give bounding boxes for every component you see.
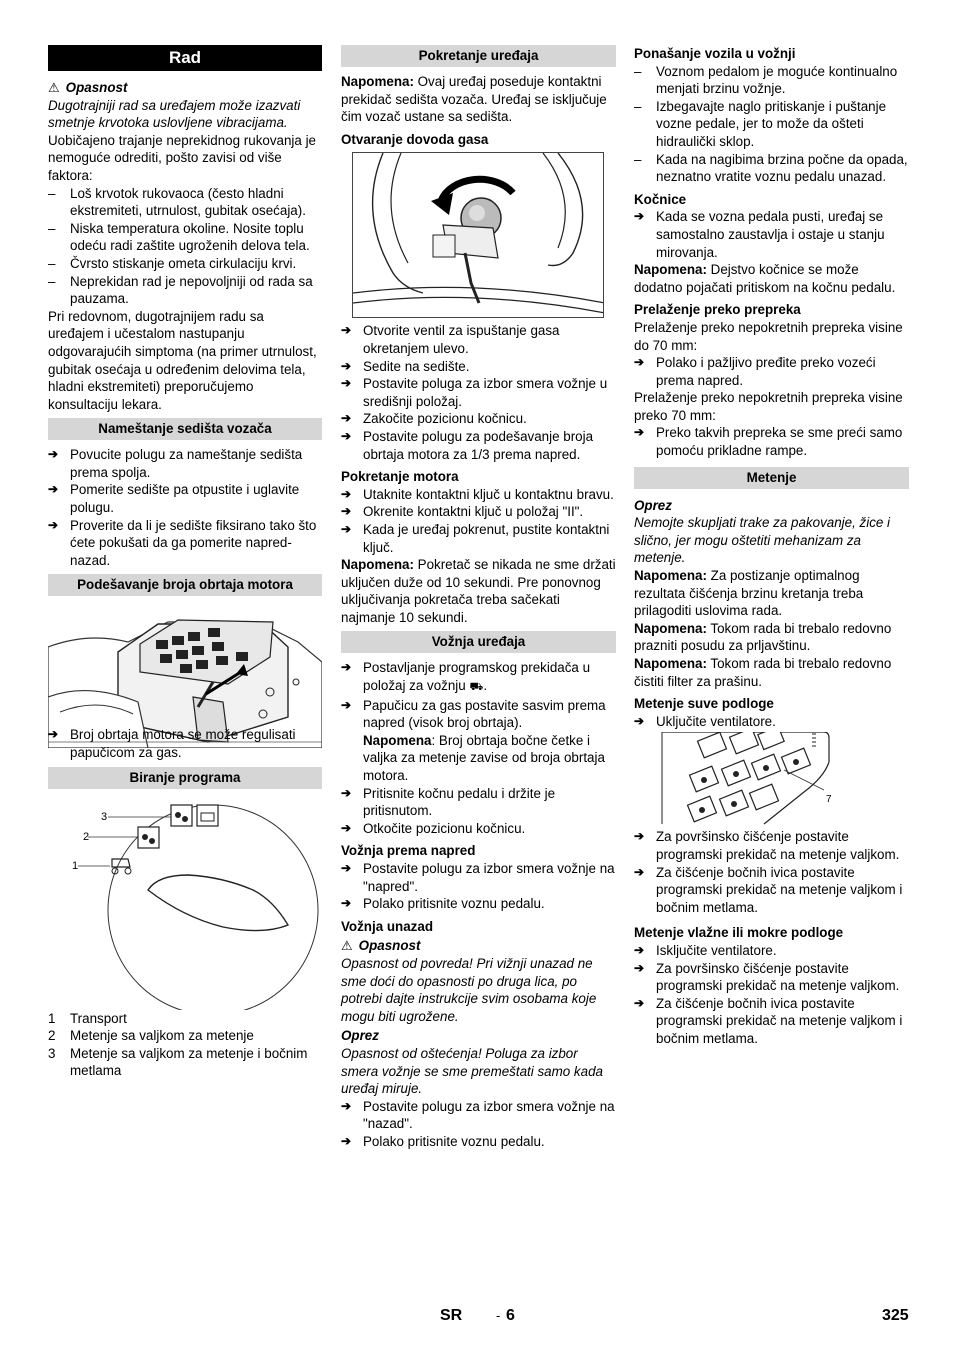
intro-text: Uobičajeno trajanje neprekidnog rukovanja je nemoguće odrediti, pošto zavisi od više faktora:: [48, 132, 316, 183]
rpm-steps: [48, 726, 322, 761]
list-item: ➔ Utaknite kontaktni ključ u kontaktnu bravu.: [341, 486, 616, 504]
column-left: [48, 45, 322, 1080]
list-item: ➔ Otkočite pozicionu kočnicu.: [341, 820, 616, 838]
callout-3: 3: [101, 810, 108, 823]
brake-note: Napomena: Dejstvo kočnice se može dodatno pojačati pritiskom na kočnu pedalu.: [634, 262, 896, 295]
reverse-steps: [341, 1098, 616, 1151]
list-item: – Kada na nagibima brzina počne da opada, neznatno vratite voznu pedalu unazad.: [634, 151, 909, 186]
list-item: ➔ Povucite polugu za nameštanje sedišta prema spolja.: [48, 446, 322, 481]
list-item: 1 Transport: [48, 1010, 127, 1026]
list-item: ➔ Postavite polugu za podešavanje broja obrtaja motora za 1/3 prema napred.: [341, 428, 616, 463]
list-item: ➔ Preko takvih prepreka se sme preći samo pomoću prikladne rampe.: [634, 424, 909, 459]
footer-local-page: 6: [506, 1307, 515, 1324]
column-middle: [341, 45, 616, 1151]
callout-2: 2: [83, 830, 90, 843]
footer-separator: -: [496, 1308, 501, 1323]
forward-heading: Vožnja prema napred: [341, 843, 476, 859]
obstacle-heading: Prelaženje preko prepreka: [634, 302, 801, 318]
sweep-roller-icon: [138, 827, 159, 848]
list-item: ➔ Za površinsko čišćenje postavite programski prekidač na metenje valjkom.: [634, 828, 909, 863]
gas-heading: Otvaranje dovoda gasa: [341, 131, 489, 147]
obstacle-text-high: Prelaženje preko nepokretnih prepreka visine preko 70 mm:: [634, 390, 903, 423]
list-item: ➔ Broj obrtaja motora se može regulisati papučicom za gas.: [48, 726, 322, 761]
list-item: ➔ Polako pritisnite voznu pedalu.: [341, 1133, 616, 1151]
start-note: Napomena: Ovaj uređaj poseduje kontaktni prekidač sedišta vozača. Uređaj se isključuje čim vozač ustane sa sedišta.: [341, 74, 607, 125]
list-item: ➔ Papučicu za gas postavite sasvim prema napred (visok broj obrtaja). Napomena: Broj obrtaja bočne četke i valjka za metenje zavise od broja obrtaja motora.: [341, 697, 616, 785]
behaviour-heading: Ponašanje vozila u vožnji: [634, 46, 796, 61]
list-item: – Neprekidan rad je nepovoljniji od rada sa pauzama.: [48, 273, 322, 308]
start-heading: Pokretanje uređaja: [341, 45, 616, 67]
list-item: – Niska temperatura okoline. Nosite toplu odeću radi zaštite ugroženih delova tela.: [48, 220, 322, 255]
drive-steps: [341, 659, 616, 837]
list-item: – Čvrsto stiskanje ometa cirkulaciju krvi.: [48, 255, 322, 273]
list-item: 3 Metenje sa valjkom za metenje i bočnim metlama: [48, 1045, 308, 1079]
reverse-heading: Vožnja unazad: [341, 918, 434, 934]
list-item: ➔ Okrenite kontaktni ključ u položaj "II".: [341, 503, 616, 521]
list-item: ➔ Kada se vozna pedala pusti, uređaj se samostalno zaustavlja i ostaje u stanju mirovanja.: [634, 208, 909, 261]
list-item: ➔ Uključite ventilatore.: [634, 713, 909, 731]
list-item: ➔ Otvorite ventil za ispuštanje gasa okretanjem ulevo.: [341, 322, 616, 357]
motor-heading: Pokretanje motora: [341, 469, 459, 485]
footer-page-number: 325: [882, 1307, 909, 1324]
list-item: ➔ Pomerite sedište pa otpustite i uglavite polugu.: [48, 481, 322, 516]
footer-language: SR: [440, 1307, 463, 1324]
warning-triangle-icon: ⚠: [341, 938, 353, 954]
list-item: ➔ Isključite ventilatore.: [634, 942, 909, 960]
reverse-caution-text: Opasnost od oštećenja! Poluga za izbor smera vožnje se sme premeštati samo kada uređaj miruje.: [341, 1045, 603, 1097]
seat-heading: Nameštanje sedišta vozača: [48, 418, 322, 440]
list-item: 2 Metenje sa valjkom za metenje: [48, 1028, 254, 1044]
dry-steps: [634, 828, 909, 916]
list-item: ➔ Postavljanje programskog prekidača u položaj za vožnju ⛟.: [341, 659, 616, 696]
gas-valve-figure: [352, 152, 604, 318]
brake-steps: [634, 208, 909, 261]
brake-heading: Kočnice: [634, 191, 687, 207]
motor-steps: [341, 486, 616, 556]
list-item: ➔ Polako pritisnite voznu pedalu.: [341, 895, 616, 913]
list-item: ➔ Za površinsko čišćenje postavite programski prekidač na metenje valjkom.: [634, 960, 909, 995]
list-item: ➔ Sedite na sedište.: [341, 358, 616, 376]
transport-icon: ⛟: [469, 681, 484, 694]
control-panel-figure: [634, 732, 909, 828]
danger-notice: [48, 79, 322, 97]
danger-text: Dugotrajniji rad sa uređajem može izazvati smetnje krvotoka uslovljene vibracijama.: [48, 97, 301, 131]
wet-heading: Metenje vlažne ili mokre podloge: [634, 925, 844, 941]
list-item: ➔ Za čišćenje bočnih ivica postavite programski prekidač na metenje valjkom i bočnim metlama.: [634, 995, 909, 1048]
program-selector-figure: [48, 795, 322, 1010]
advice-text: Pri redovnom, dugotrajnijem radu sa uređajem i učestalom nastupanju odgovarajućih simptoma (na primer utrnulost, gubitak osećaja u određenim delovima tela, hladni ekstremiteti) preporučujemo konsultaciju lekara.: [48, 308, 317, 412]
caution-label: Oprez: [634, 497, 672, 513]
list-item: ➔ Proverite da li je sedište fiksirano tako što ćete pokušati da ga pomerite napred-nazad.: [48, 517, 322, 570]
list-item: ➔ Kada je uređaj pokrenut, pustite kontaktni ključ.: [341, 521, 616, 556]
column-right: [634, 45, 909, 1048]
wet-steps: [634, 942, 909, 1048]
section-title-rad: Rad: [48, 45, 322, 71]
sweep-note-3: Napomena: Tokom rada bi trebalo redovno čistiti filter za prašinu.: [634, 656, 892, 689]
list-item: ➔ Pritisnite kočnu pedalu i držite je pritisnutom.: [341, 785, 616, 820]
behaviour-list: [634, 63, 909, 186]
callout-1: 1: [72, 859, 79, 872]
obstacle-steps-high: [634, 424, 909, 459]
caution-text: Nemojte skupljati trake za pakovanje, žice i slično, jer mogu oštetiti mehanizam za metenje.: [634, 515, 891, 566]
motor-note: Napomena: Pokretač se nikada ne sme držati uključen duže od 10 sekundi. Pre ponovnog uključivanja pokretača treba sačekati najmanje 10 sekundi.: [341, 557, 616, 625]
warning-triangle-icon: ⚠: [48, 80, 60, 95]
list-item: – Loš krvotok rukovaoca (često hladni ekstremiteti, utrnulost, gubitak osećaja).: [48, 185, 322, 220]
sweep-heading: Metenje: [634, 467, 909, 489]
dry-heading: Metenje suve podloge: [634, 696, 774, 712]
dry-step-fans: [634, 713, 909, 731]
obstacle-text-low: Prelaženje preko nepokretnih prepreka visine do 70 mm:: [634, 319, 903, 353]
danger-label: Opasnost: [65, 80, 128, 95]
list-item: ➔ Za čišćenje bočnih ivica postavite programski prekidač na metenje valjkom i bočnim metlama.: [634, 864, 909, 917]
caution-label: Oprez: [341, 1028, 379, 1044]
list-item: ➔ Polako i pažljivo pređite preko vozeći prema napred.: [634, 354, 909, 389]
list-item: – Izbegavajte naglo pritiskanje i puštanje vozne pedale, jer to može da ošteti hidraulički sklop.: [634, 98, 909, 151]
reverse-danger-text: Opasnost od povreda! Pri vižnji unazad ne sme doći do opasnosti po druga lica, po potrebi dajte instrukcije svim osobama koje mogu biti ugrožene.: [341, 955, 597, 1024]
list-item: ➔ Zakočite pozicionu kočnicu.: [341, 410, 616, 428]
list-item: – Voznom pedalom je moguće kontinualno menjati brzinu vožnje.: [634, 63, 909, 98]
program-legend: [48, 1010, 322, 1080]
gas-steps: [341, 322, 616, 463]
factor-list: [48, 185, 322, 308]
callout-7: 7: [826, 794, 832, 806]
sweep-note-1: Napomena: Za postizanje optimalnog rezultata čišćenja brzinu kretanja treba prilagoditi uslovima rada.: [634, 568, 864, 619]
sweep-note-2: Napomena: Tokom rada bi trebalo redovno prazniti posudu za prljavštinu.: [634, 620, 892, 654]
list-item: ➔ Postavite poluga za izbor smera vožnje u središnji položaj.: [341, 375, 616, 410]
program-heading: Biranje programa: [48, 767, 322, 789]
forward-steps: [341, 860, 616, 913]
drive-heading: Vožnja uređaja: [341, 631, 616, 653]
list-item: ➔ Postavite polugu za izbor smera vožnje na "nazad".: [341, 1098, 616, 1133]
danger-notice: ⚠ Opasnost: [341, 938, 421, 954]
list-item: ➔ Postavite polugu za izbor smera vožnje na "napred".: [341, 860, 616, 895]
seat-steps: [48, 446, 322, 569]
rpm-heading: Podešavanje broja obrtaja motora: [48, 574, 322, 596]
obstacle-steps-low: [634, 354, 909, 389]
